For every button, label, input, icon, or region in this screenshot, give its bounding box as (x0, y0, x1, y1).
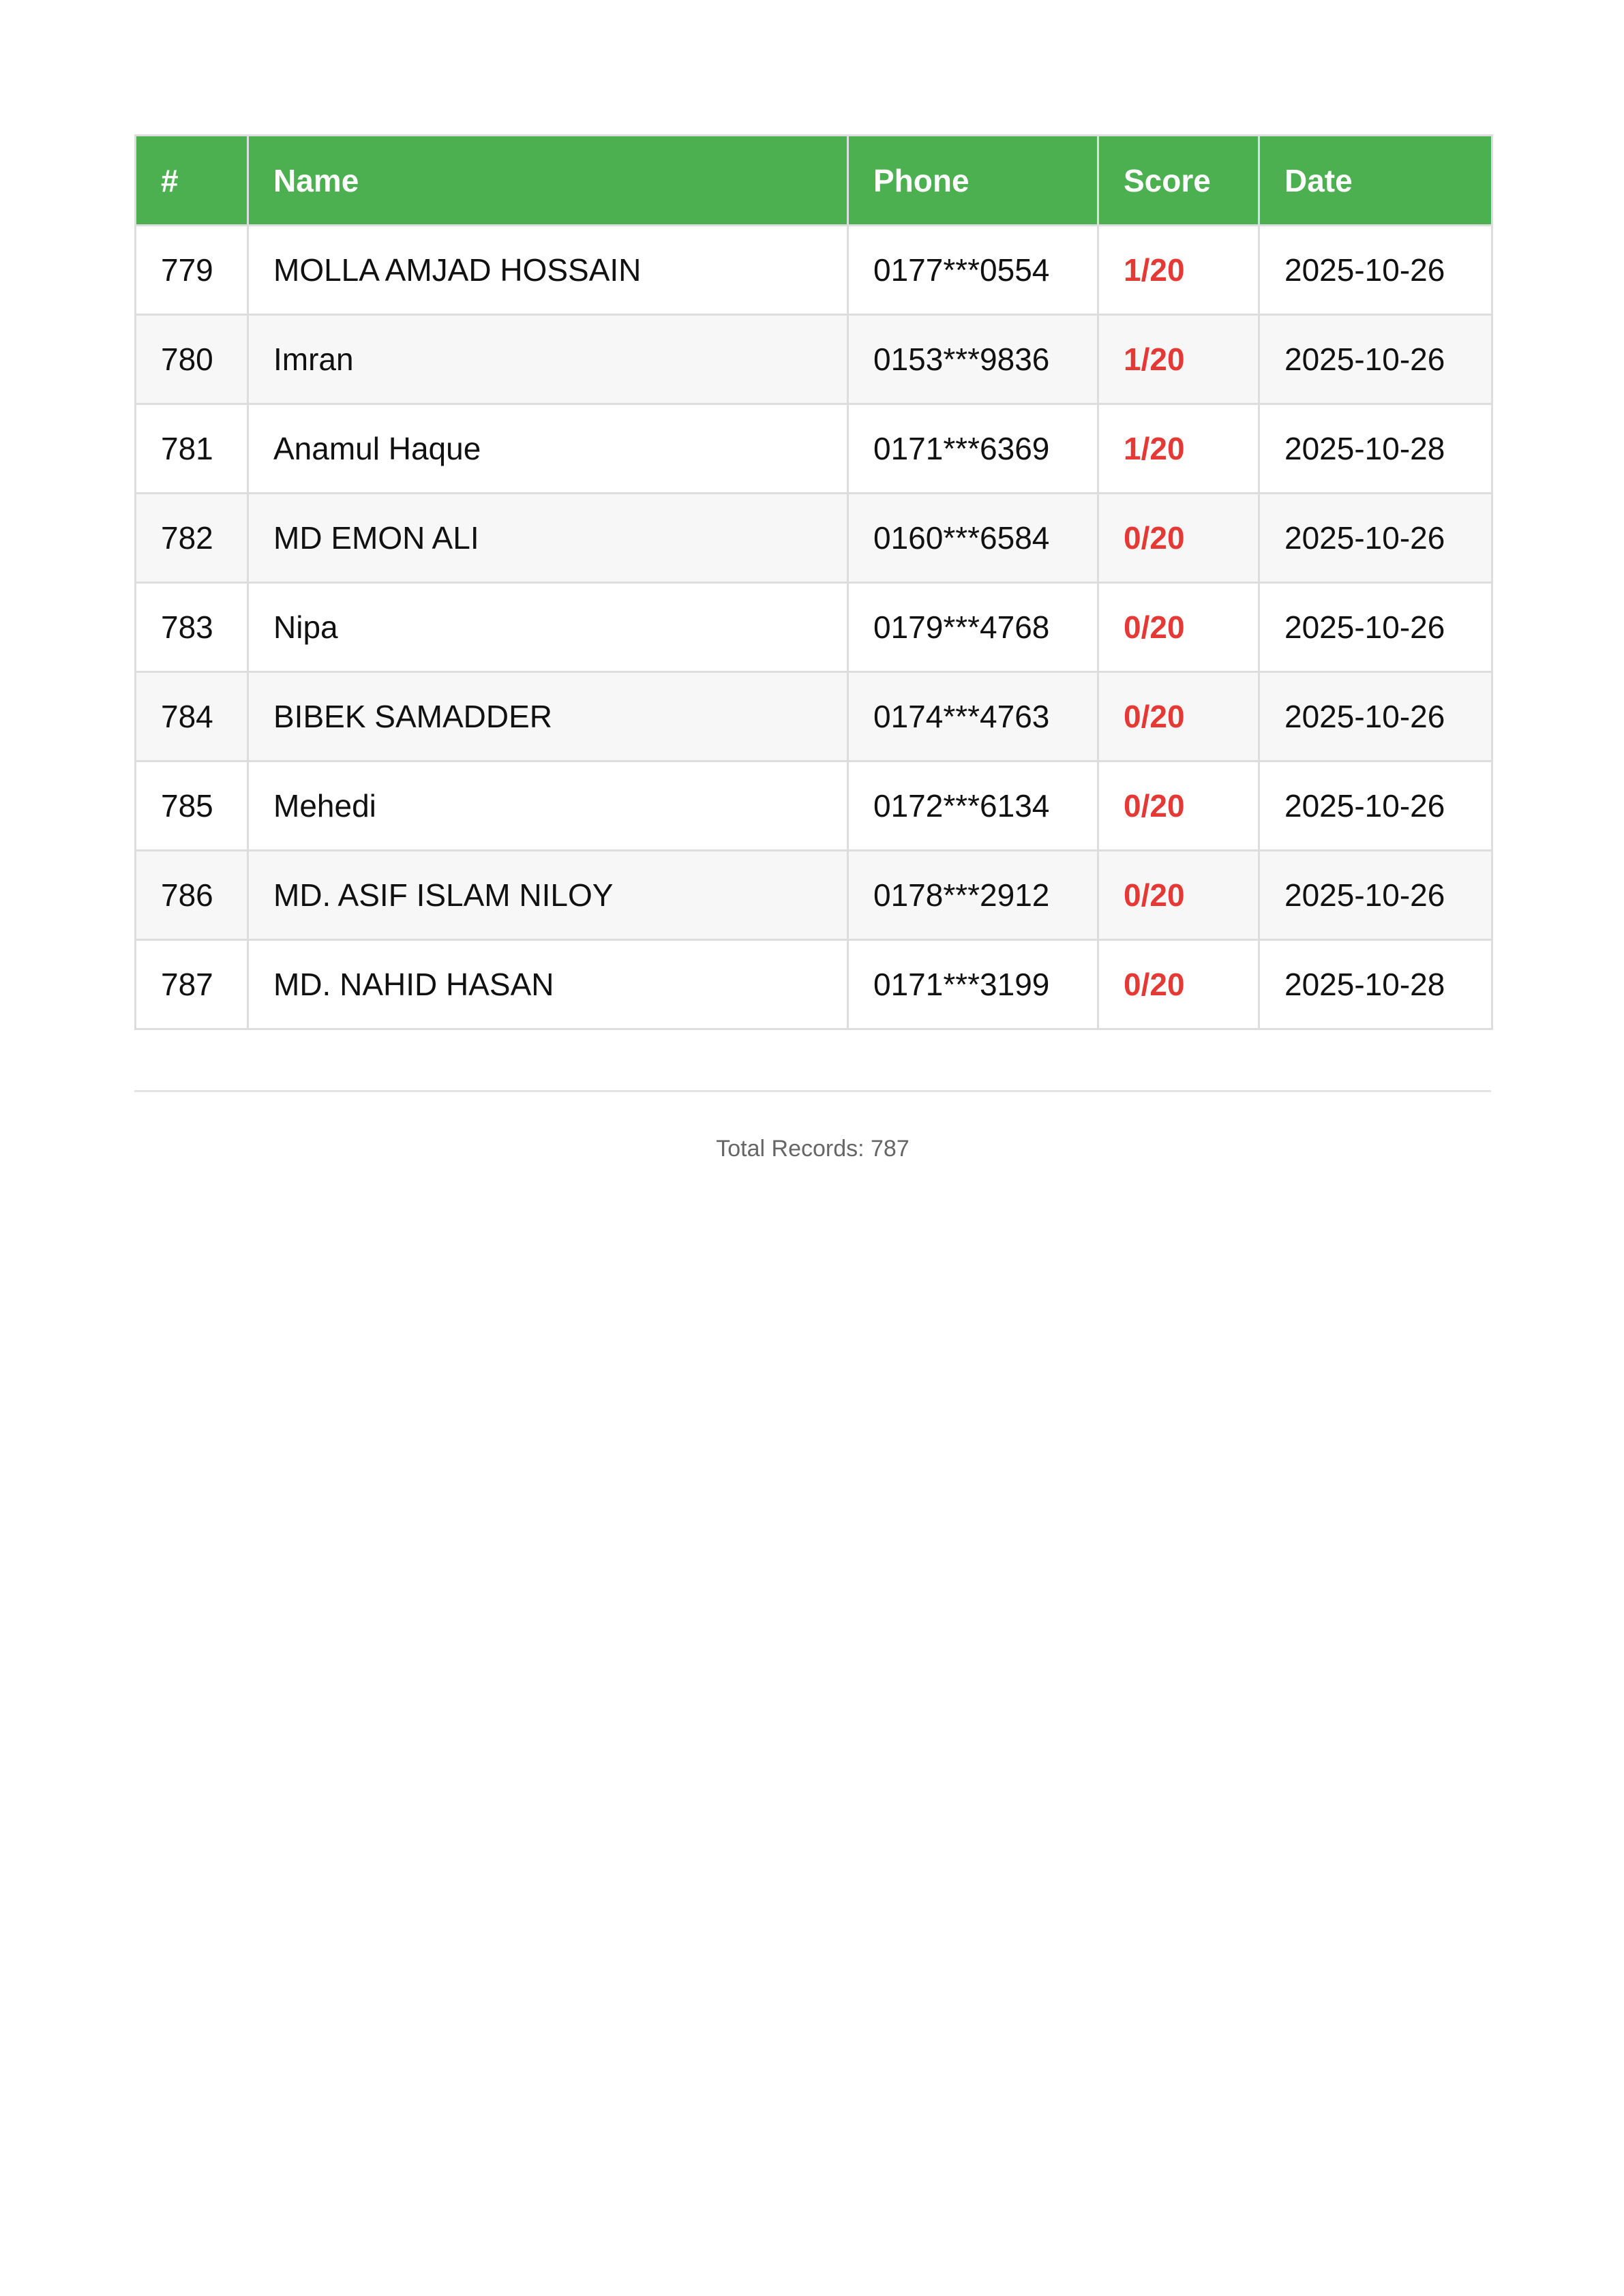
total-records-footer: Total Records: 787 (716, 1136, 909, 1162)
column-header-date: Date (1259, 136, 1492, 226)
column-header-name: Name (248, 136, 848, 226)
cell-number: 784 (136, 672, 248, 761)
table-row (136, 761, 1492, 851)
cell-date: 2025-10-26 (1259, 583, 1492, 672)
cell-phone: 0153***9836 (848, 315, 1098, 404)
cell-name: Anamul Haque (248, 404, 848, 494)
cell-name: Imran (248, 315, 848, 404)
table-row (136, 404, 1492, 494)
cell-number: 782 (136, 494, 248, 583)
cell-score: 0/20 (1098, 583, 1259, 672)
cell-number: 787 (136, 940, 248, 1029)
cell-date: 2025-10-26 (1259, 672, 1492, 761)
cell-date: 2025-10-26 (1259, 226, 1492, 315)
cell-number: 786 (136, 851, 248, 940)
header-row (136, 136, 1492, 226)
cell-date: 2025-10-26 (1259, 851, 1492, 940)
cell-name: MD EMON ALI (248, 494, 848, 583)
cell-number: 783 (136, 583, 248, 672)
cell-phone: 0171***6369 (848, 404, 1098, 494)
cell-number: 780 (136, 315, 248, 404)
cell-name: BIBEK SAMADDER (248, 672, 848, 761)
cell-number: 781 (136, 404, 248, 494)
table-row (136, 494, 1492, 583)
results-table (134, 134, 1493, 1030)
cell-name: Nipa (248, 583, 848, 672)
cell-score: 1/20 (1098, 404, 1259, 494)
table-header (136, 136, 1492, 226)
column-header-phone: Phone (848, 136, 1098, 226)
cell-score: 0/20 (1098, 761, 1259, 851)
column-header-number: # (136, 136, 248, 226)
cell-phone: 0178***2912 (848, 851, 1098, 940)
table-row (136, 315, 1492, 404)
cell-name: MD. ASIF ISLAM NILOY (248, 851, 848, 940)
table-body (136, 226, 1492, 1029)
cell-phone: 0177***0554 (848, 226, 1098, 315)
cell-name: Mehedi (248, 761, 848, 851)
cell-score: 0/20 (1098, 494, 1259, 583)
cell-date: 2025-10-28 (1259, 940, 1492, 1029)
cell-score: 0/20 (1098, 672, 1259, 761)
table-row (136, 940, 1492, 1029)
report-page (134, 134, 1491, 1162)
table-row (136, 672, 1492, 761)
cell-phone: 0174***4763 (848, 672, 1098, 761)
cell-date: 2025-10-26 (1259, 761, 1492, 851)
table-row (136, 583, 1492, 672)
cell-date: 2025-10-26 (1259, 315, 1492, 404)
cell-score: 0/20 (1098, 940, 1259, 1029)
cell-score: 1/20 (1098, 226, 1259, 315)
footer-divider (134, 1090, 1491, 1092)
cell-name: MOLLA AMJAD HOSSAIN (248, 226, 848, 315)
cell-phone: 0179***4768 (848, 583, 1098, 672)
cell-phone: 0172***6134 (848, 761, 1098, 851)
cell-number: 779 (136, 226, 248, 315)
cell-name: MD. NAHID HASAN (248, 940, 848, 1029)
cell-number: 785 (136, 761, 248, 851)
table-row (136, 226, 1492, 315)
table-row (136, 851, 1492, 940)
cell-phone: 0160***6584 (848, 494, 1098, 583)
cell-phone: 0171***3199 (848, 940, 1098, 1029)
cell-date: 2025-10-26 (1259, 494, 1492, 583)
cell-score: 1/20 (1098, 315, 1259, 404)
column-header-score: Score (1098, 136, 1259, 226)
cell-score: 0/20 (1098, 851, 1259, 940)
cell-date: 2025-10-28 (1259, 404, 1492, 494)
